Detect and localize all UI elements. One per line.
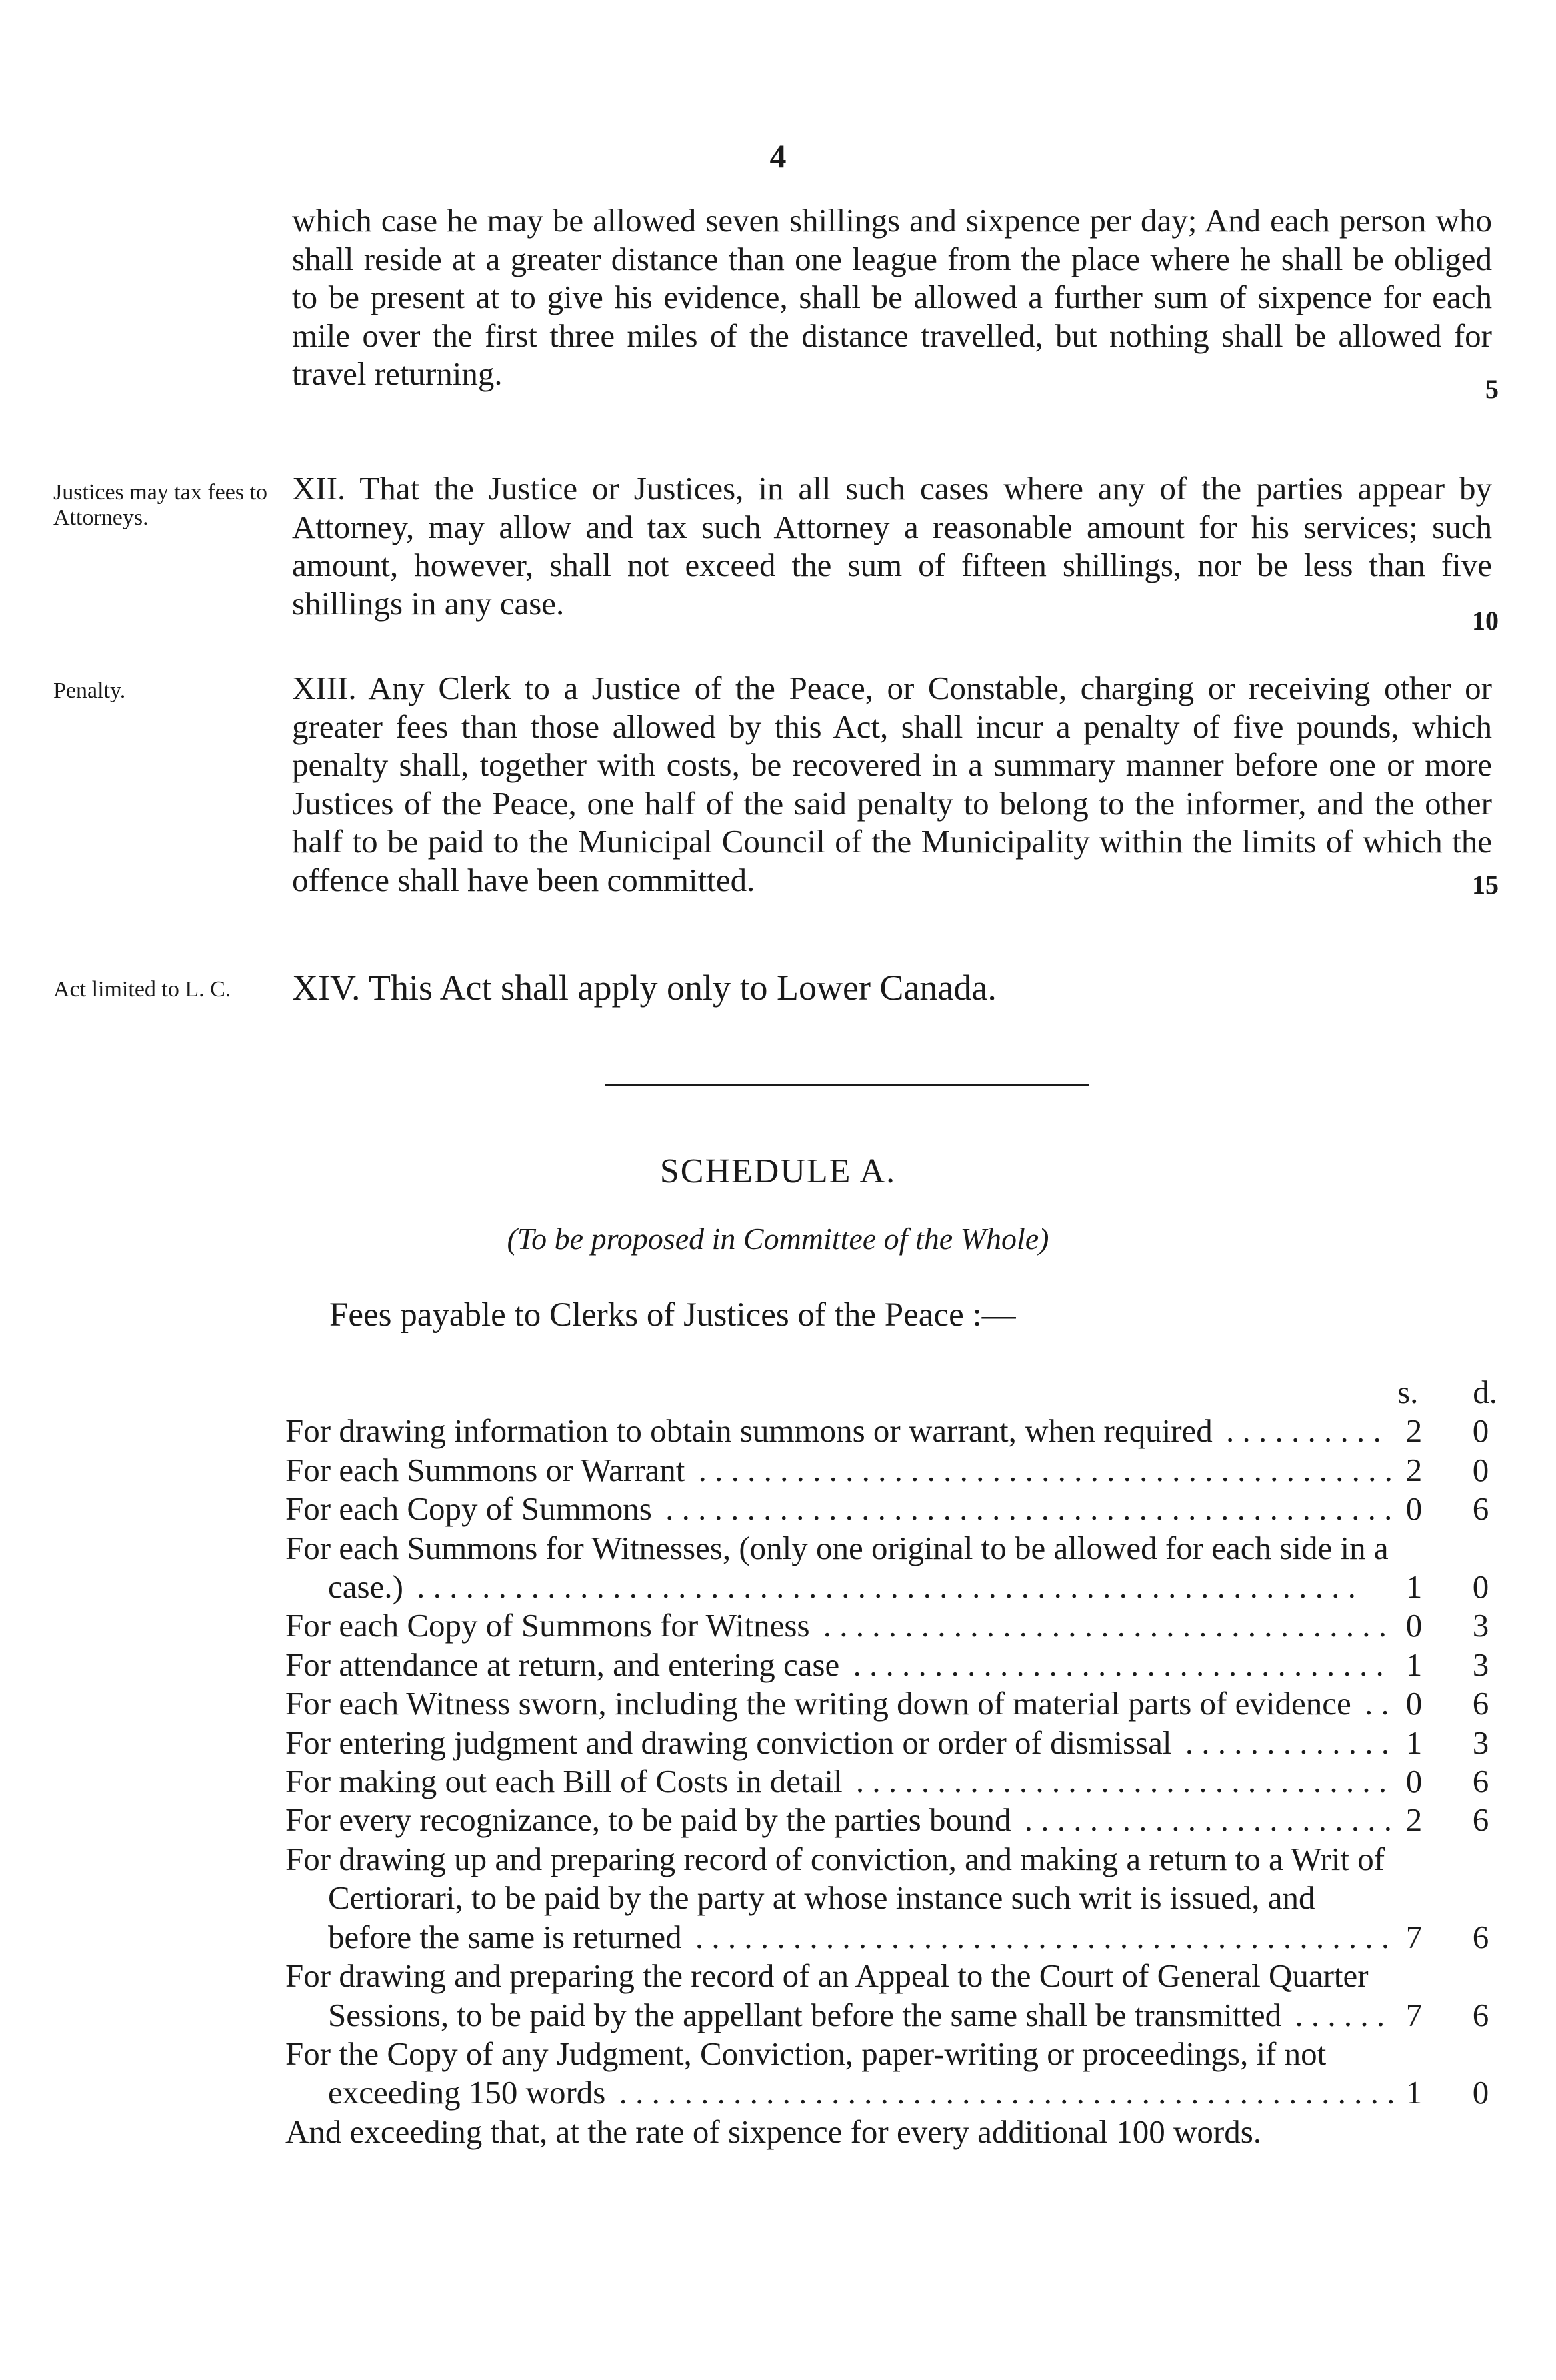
fee-row — [285, 1724, 1505, 1762]
fee-pence: 6 — [1472, 1685, 1489, 1722]
fee-pence: 3 — [1472, 1607, 1489, 1644]
section-xii — [292, 469, 1492, 622]
fee-amount — [1397, 2073, 1505, 2112]
fee-pence: 0 — [1472, 2074, 1489, 2111]
fee-pence: 0 — [1472, 1412, 1489, 1450]
shillings-header: s. — [1397, 1374, 1419, 1410]
fee-table — [285, 1373, 1505, 2151]
fee-row — [285, 1957, 1505, 2035]
fee-row — [285, 1646, 1505, 1684]
section-text: XII. That the Justice or Justices, in all such cases where any of the parties appear by Attorney, may allow and tax such Attorney a reasonable amount for his services; such amount, however, shall not exceed the sum of fifteen shillings, nor be less than five shillings in any case. — [292, 470, 1492, 622]
fee-table-header — [285, 1373, 1505, 1412]
fee-shillings: 1 — [1405, 1568, 1423, 1606]
fee-shillings: 0 — [1405, 1763, 1423, 1800]
fee-row — [285, 1451, 1505, 1490]
fee-amount — [1397, 1490, 1505, 1528]
margin-note-penalty: Penalty. — [53, 678, 126, 703]
fee-amount — [1397, 1918, 1505, 1957]
schedule-intro: Fees payable to Clerks of Justices of the Peace :— — [329, 1296, 1016, 1334]
fee-row — [285, 1801, 1505, 1839]
fee-shillings: 1 — [1405, 1724, 1423, 1761]
fee-rows — [285, 1412, 1505, 2151]
schedule-title: SCHEDULE A. — [659, 1152, 897, 1190]
fee-pence: 0 — [1472, 1568, 1489, 1606]
section-xiii — [292, 669, 1492, 899]
fee-row — [285, 1684, 1505, 1723]
fee-amount — [1397, 1646, 1505, 1684]
pence-header: d. — [1473, 1374, 1497, 1410]
margin-note-limited: Act limited to L. C. — [53, 977, 231, 1002]
fee-shillings: 2 — [1405, 1412, 1423, 1450]
fee-row — [285, 1762, 1505, 1801]
fee-amount — [1397, 1412, 1505, 1450]
fee-shillings: 0 — [1405, 1607, 1423, 1644]
fee-row — [285, 2113, 1505, 2151]
fee-amount — [1397, 1724, 1505, 1762]
fee-shillings: 1 — [1405, 2074, 1423, 2111]
section-text: XIV. This Act shall apply only to Lower Canada. — [292, 968, 997, 1008]
fee-row — [285, 1490, 1505, 1528]
fee-pence: 6 — [1472, 1801, 1489, 1839]
fee-pence: 6 — [1472, 1918, 1489, 1955]
paragraph-continuation — [292, 201, 1492, 393]
fee-row — [285, 1412, 1505, 1450]
fee-row — [285, 2035, 1505, 2113]
fee-description: And exceeding that, at the rate of sixpence for every additional 100 words. — [285, 2113, 1397, 2151]
section-xiv — [292, 969, 1492, 1008]
fee-pence: 6 — [1472, 1763, 1489, 1800]
fee-amount — [1397, 1606, 1505, 1645]
fee-amount — [1397, 1801, 1505, 1839]
fee-row — [285, 1529, 1505, 1607]
fee-shillings: 0 — [1405, 1685, 1423, 1722]
page-number: 4 — [769, 137, 787, 175]
fee-amount — [1397, 1568, 1505, 1606]
schedule-subtitle: (To be proposed in Committee of the Whole) — [507, 1222, 1049, 1256]
fee-shillings: 1 — [1405, 1646, 1423, 1683]
line-number: 15 — [1472, 870, 1499, 900]
line-number: 10 — [1472, 606, 1499, 636]
margin-note-attorneys: Justices may tax fees to Attorneys. — [53, 480, 268, 530]
fee-pence: 6 — [1472, 1490, 1489, 1528]
fee-description: For drawing and preparing the record of an Appeal to the Court of General Quarter Sessions, to be paid by the appellant before the same shall be transmitted . . . . . . — [285, 1957, 1385, 2033]
fee-description: For entering judgment and drawing conviction or order of dismissal . . . . . . . . . . . . . — [285, 1724, 1390, 1761]
fee-shillings: 2 — [1405, 1801, 1423, 1839]
fee-row — [285, 1840, 1505, 1957]
fee-description: For each Copy of Summons for Witness . . . . . . . . . . . . . . . . . . . . . . . . . . . . . . . . . . . — [285, 1607, 1387, 1644]
fee-description: For making out each Bill of Costs in detail . . . . . . . . . . . . . . . . . . . . . . . . . . . . . . . . . — [285, 1763, 1387, 1800]
fee-description: For drawing up and preparing record of conviction, and making a return to a Writ of Certiorari, to be paid by the party at whose instance such writ is issued, and before the same is returned . . . . . . . . . . . . . . . . . . . . . . . . . . . . . . . . . . . . . . . . . . . — [285, 1840, 1390, 1955]
fee-description: For each Summons or Warrant . . . . . . . . . . . . . . . . . . . . . . . . . . . . . . . . . . . . . . . . . . . — [285, 1451, 1393, 1488]
fee-amount — [1397, 1996, 1505, 2035]
fee-description: For each Copy of Summons . . . . . . . . . . . . . . . . . . . . . . . . . . . . . . . . . . . . . . . . . . . . . — [285, 1490, 1393, 1528]
fee-description: For each Summons for Witnesses, (only one original to be allowed for each side in a case.) . . . . . . . . . . . . . . . . . . . . . . . . . . . . . . . . . . . . . . . . . . . . . . . . . . . . . . . . . . — [285, 1529, 1389, 1606]
fee-description: For each Witness sworn, including the writing down of material parts of evidence . . — [285, 1685, 1389, 1722]
fee-shillings: 0 — [1405, 1490, 1423, 1528]
fee-shillings: 7 — [1405, 1918, 1423, 1955]
fee-description: For attendance at return, and entering case . . . . . . . . . . . . . . . . . . . . . . . . . . . . . . . . . — [285, 1646, 1384, 1683]
line-number: 5 — [1485, 374, 1499, 404]
fee-amount — [1397, 1684, 1505, 1723]
fee-description: For every recognizance, to be paid by the parties bound . . . . . . . . . . . . . . . . . . . . . . . — [285, 1801, 1393, 1839]
section-divider — [605, 1084, 1089, 1086]
fee-amount — [1397, 1762, 1505, 1801]
fee-amount — [1397, 1451, 1505, 1490]
fee-pence: 3 — [1472, 1724, 1489, 1761]
fee-pence: 0 — [1472, 1451, 1489, 1488]
paragraph-text: which case he may be allowed seven shillings and sixpence per day; And each person who shall reside at a greater distance than one league from the place where he shall be obliged to be present at to give his evidence, shall be allowed a further sum of sixpence for each mile over the first three miles of the distance travelled, but nothing shall be allowed for travel returning. — [292, 202, 1492, 392]
fee-description: For drawing information to obtain summons or warrant, when required . . . . . . . . . . — [285, 1412, 1381, 1450]
fee-row — [285, 1606, 1505, 1645]
fee-pence: 6 — [1472, 1996, 1489, 2033]
fee-pence: 3 — [1472, 1646, 1489, 1683]
fee-shillings: 7 — [1405, 1996, 1423, 2033]
fee-shillings: 2 — [1405, 1451, 1423, 1488]
section-text: XIII. Any Clerk to a Justice of the Peace, or Constable, charging or receiving other or greater fees than those allowed by this Act, shall incur a penalty of five pounds, which penalty shall, together with costs, be recovered in a summary manner before one or more Justices of the Peace, one half of the said penalty to belong to the informer, and the other half to be paid to the Municipal Council of the Municipality within the limits of which the offence shall have been committed. — [292, 670, 1492, 898]
fee-description: For the Copy of any Judgment, Conviction, paper-writing or proceedings, if not exceeding 150 words . . . . . . . . . . . . . . . . . . . . . . . . . . . . . . . . . . . . . . . . . . . . . . . . — [285, 2035, 1395, 2111]
